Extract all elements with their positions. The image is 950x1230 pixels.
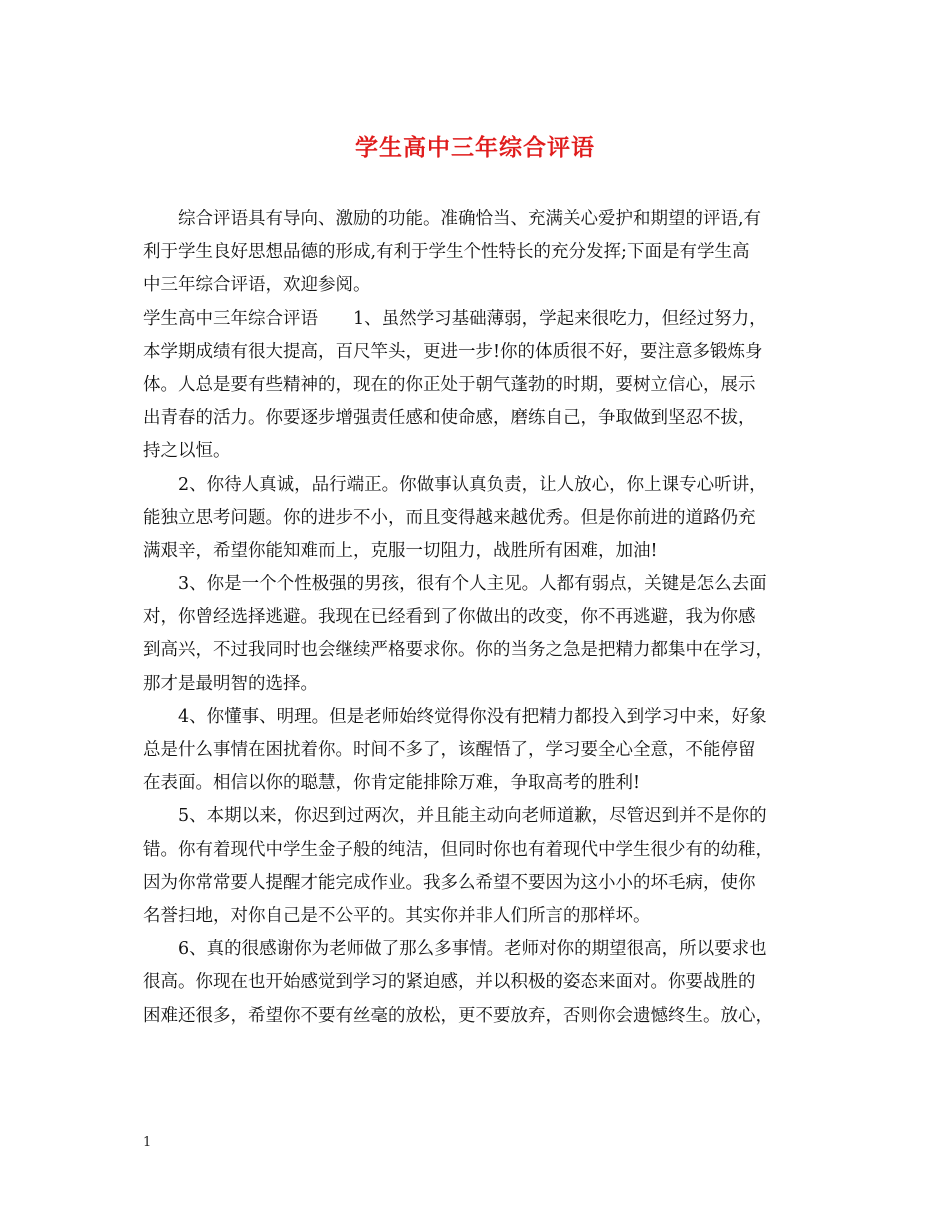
text-line: 在表面。相信以你的聪慧，你肯定能排除万难，争取高考的胜利! xyxy=(143,773,641,794)
text-line: 4、你懂事、明理。但是老师始终觉得你没有把精力都投入到学习中来，好象 xyxy=(178,706,767,727)
text-line: 利于学生良好思想品德的形成,有利于学生个性特长的充分发挥;下面是有学生高 xyxy=(143,242,750,263)
text-line: 那才是最明智的选择。 xyxy=(143,673,318,694)
text-line: 综合评语具有导向、激励的功能。准确恰当、充满关心爱护和期望的评语,有 xyxy=(178,209,762,229)
text-line: 3、你是一个个性极强的男孩，很有个人主见。人都有弱点，关键是怎么去面 xyxy=(178,574,767,595)
document-title: 学生高中三年综合评语 xyxy=(355,134,595,161)
text-line: 中三年综合评语，欢迎参阅。 xyxy=(143,275,371,296)
text-line: 5、本期以来，你迟到过两次，并且能主动向老师道歉，尽管迟到并不是你的 xyxy=(178,806,767,827)
text-line: 到高兴，不过我同时也会继续严格要求你。你的当务之急是把精力都集中在学习， xyxy=(143,640,773,661)
text-line: 对，你曾经选择逃避。我现在已经看到了你做出的改变，你不再逃避，我为你感 xyxy=(143,607,756,628)
document-body xyxy=(143,203,811,1033)
text-line: 本学期成绩有很大提高，百尺竿头，更进一步!你的体质很不好，要注意多锻炼身 xyxy=(143,341,763,362)
text-line: 满艰辛，希望你能知难而上，克服一切阻力，战胜所有困难，加油! xyxy=(143,540,658,561)
text-line: 名誉扫地，对你自己是不公平的。其实你并非人们所言的那样坏。 xyxy=(143,905,651,926)
text-line: 学生高中三年综合评语 1、虽然学习基础薄弱，学起来很吃力，但经过努力， xyxy=(143,308,767,329)
text-line: 2、你待人真诚，品行端正。你做事认真负责，让人放心，你上课专心听讲， xyxy=(178,474,767,495)
text-line: 总是什么事情在困扰着你。时间不多了，该醒悟了，学习要全心全意，不能停留 xyxy=(143,740,756,760)
text-line: 出青春的活力。你要逐步增强责任感和使命感，磨练自己，争取做到坚忍不拔， xyxy=(143,408,756,429)
text-line: 体。人总是要有些精神的，现在的你正处于朝气蓬勃的时期，要树立信心，展示 xyxy=(143,374,756,395)
text-line: 6、真的很感谢你为老师做了那么多事情。老师对你的期望很高，所以要求也 xyxy=(178,939,767,960)
text-line: 很高。你现在也开始感觉到学习的紧迫感，并以积极的姿态来面对。你要战胜的 xyxy=(143,972,756,993)
text-line: 错。你有着现代中学生金子般的纯洁，但同时你也有着现代中学生很少有的幼稚， xyxy=(143,839,773,860)
text-line: 因为你常常要人提醒才能完成作业。我多么希望不要因为这小小的坏毛病，使你 xyxy=(143,872,756,893)
text-line: 困难还很多，希望你不要有丝毫的放松，更不要放弃，否则你会遗憾终生。放心， xyxy=(143,1005,773,1026)
text-line: 持之以恒。 xyxy=(143,441,231,462)
text-line: 能独立思考问题。你的进步不小，而且变得越来越优秀。但是你前进的道路仍充 xyxy=(143,507,756,528)
page-number: 1 xyxy=(143,1135,152,1150)
